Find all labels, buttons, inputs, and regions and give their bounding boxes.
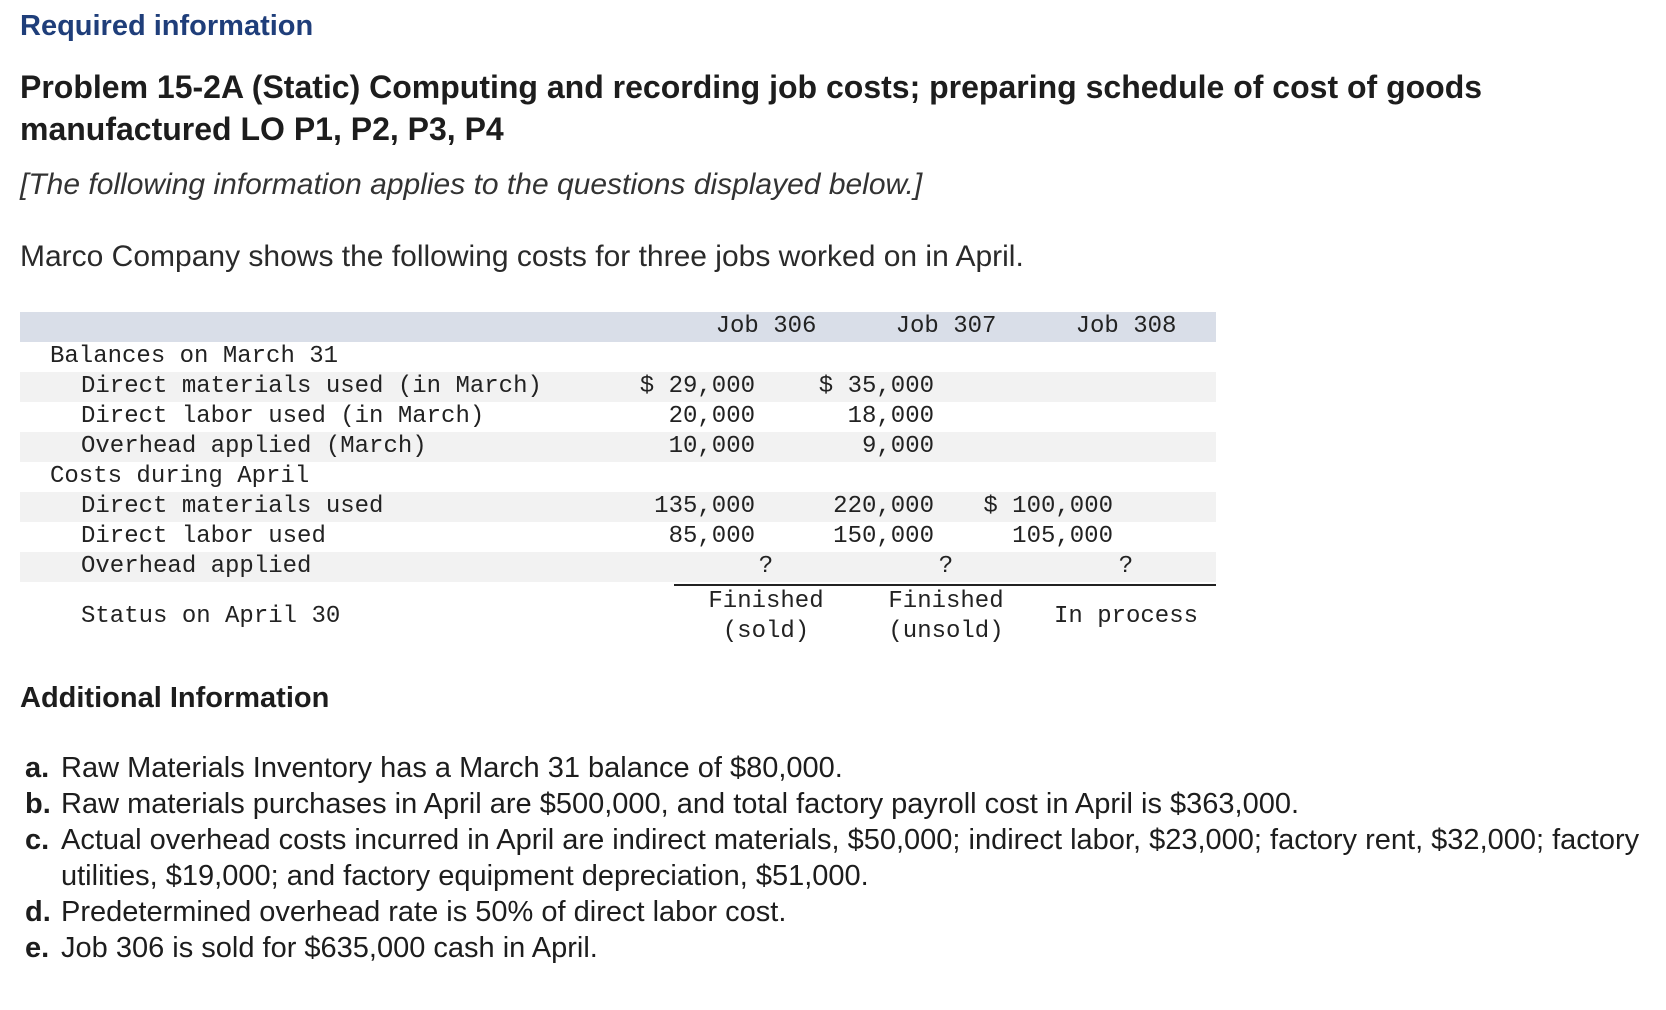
item-text: Raw materials purchases in April are $500,000, and total factory payroll cost in April is $363,000. <box>61 788 1300 820</box>
job-306-value: ? <box>758 553 774 580</box>
list-item <box>25 750 1645 786</box>
section-label-balances: Balances on March 31 <box>50 343 339 370</box>
job-307-value: ? <box>938 553 954 580</box>
job-308-status: In process <box>1053 603 1199 630</box>
additional-information-list <box>25 750 1645 966</box>
row-label: Direct materials used <box>81 493 384 520</box>
item-text: Predetermined overhead rate is 50% of direct labor cost. <box>61 896 787 928</box>
row-label: Direct labor used (in March) <box>81 403 485 430</box>
table-row <box>20 432 1216 462</box>
total-rule-line <box>674 584 1216 586</box>
job-306-value: 85,000 <box>668 523 755 550</box>
job-306-status-line1: Finished <box>708 588 824 615</box>
table-row <box>20 552 1216 582</box>
table-row <box>20 372 1216 402</box>
item-letter: c. <box>25 824 50 856</box>
list-item <box>25 786 1645 822</box>
row-label: Direct materials used (in March) <box>81 373 542 400</box>
item-text: Raw Materials Inventory has a March 31 balance of $80,000. <box>61 752 843 784</box>
status-label: Status on April 30 <box>81 603 341 630</box>
item-letter: d. <box>25 896 51 928</box>
column-header-job-306: Job 306 <box>715 313 817 340</box>
job-306-value: 10,000 <box>668 433 755 460</box>
job-308-value: ? <box>1118 553 1134 580</box>
list-item <box>25 894 1645 930</box>
job-307-status-line1: Finished <box>888 588 1004 615</box>
item-text: Job 306 is sold for $635,000 cash in April. <box>61 932 598 964</box>
job-306-value: $ 29,000 <box>639 373 755 400</box>
item-letter: b. <box>25 788 51 820</box>
row-label: Overhead applied <box>81 553 312 580</box>
item-letter: a. <box>25 752 50 784</box>
section-row-april <box>20 462 1216 492</box>
job-306-status-line2: (sold) <box>722 618 810 645</box>
job-307-value: 18,000 <box>847 403 934 430</box>
required-information-heading: Required information <box>20 10 314 42</box>
item-text: Actual overhead costs incurred in April are indirect materials, $50,000; indirect labor, $23,000; factory rent, $32,000; factory utilities, $19,000; and factory equipment depreciation, $51,000. <box>61 824 1640 892</box>
list-item <box>25 930 1645 966</box>
table-row <box>20 522 1216 552</box>
item-letter: e. <box>25 932 50 964</box>
job-307-status-line2: (unsold) <box>888 618 1004 645</box>
problem-title: Problem 15-2A (Static) Computing and recording job costs; preparing schedule of cost of goods manufactured LO P1, P2, P3, P4 <box>20 69 1483 147</box>
row-label: Overhead applied (March) <box>81 433 427 460</box>
list-item <box>25 822 1645 894</box>
section-row-balances <box>20 342 1216 372</box>
job-307-value: 220,000 <box>833 493 934 520</box>
intro-text: Marco Company shows the following costs for three jobs worked on in April. <box>20 240 1024 273</box>
job-306-value: 135,000 <box>654 493 755 520</box>
job-307-value: $ 35,000 <box>818 373 934 400</box>
table-header-row <box>20 312 1216 342</box>
job-307-value: 150,000 <box>833 523 934 550</box>
row-label: Direct labor used <box>81 523 326 550</box>
column-header-job-308: Job 308 <box>1075 313 1177 340</box>
applies-note: [The following information applies to the questions displayed below.] <box>20 168 923 201</box>
additional-information-heading: Additional Information <box>20 682 330 714</box>
job-307-value: 9,000 <box>861 433 934 460</box>
job-306-value: 20,000 <box>668 403 755 430</box>
table-row <box>20 402 1216 432</box>
job-308-value: $ 100,000 <box>983 493 1113 520</box>
section-label-april: Costs during April <box>50 463 310 490</box>
column-header-job-307: Job 307 <box>895 313 997 340</box>
job-308-value: 105,000 <box>1012 523 1113 550</box>
table-row <box>20 492 1216 522</box>
